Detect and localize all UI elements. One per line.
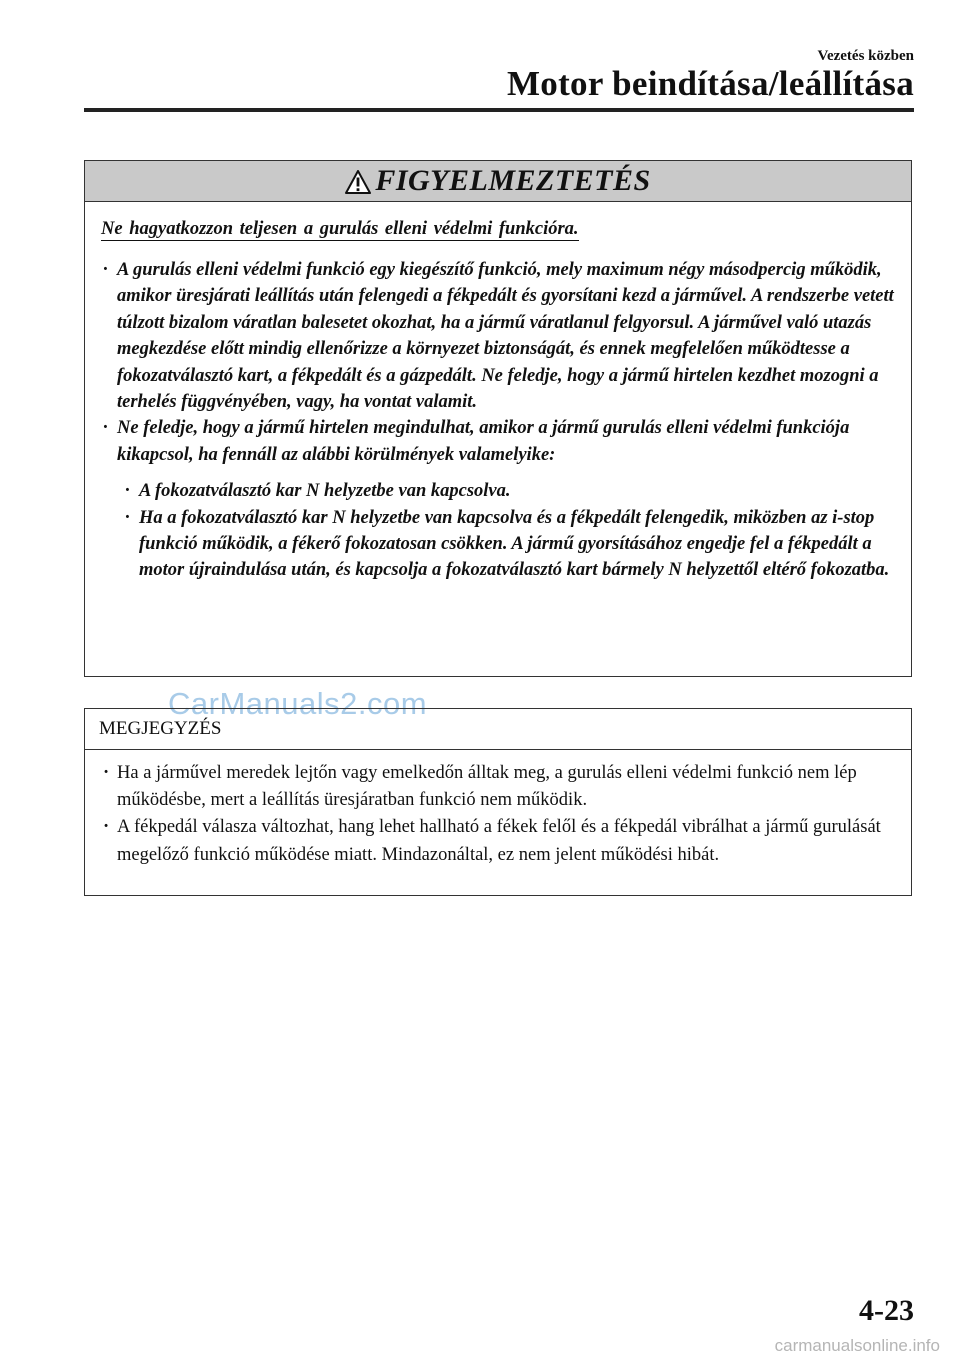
warning-bullet-1: · A gurulás elleni védelmi funkció egy kiegészítő funkció, mely maximum négy másodpercig működik, amikor üresjárati leállítás után felengedi a fékpedált és gyorsítani kezd a járművel. A rendszerbe vetett túlzott bizalom váratlan balesetet okozhat, ha a jármű váratlanul felgyorsul. A járművel való utazás megkezdése előtt mindig ellenőrizze a környezet biztonságát, és ennek megfelelően működtesse a fokozatválasztó kart, a fékpedált és a gázpedált. Ne feledje, hogy a jármű hirtelen kezdhet mozogni a terhelés függvényében, vagy, ha vontat valamit. xyxy=(101,257,897,415)
warning-body xyxy=(85,202,911,584)
note-bullet-2: · A fékpedál válasza változhat, hang lehet hallható a fékek felől és a fékpedál vibrálhat a jármű gurulását megelőző funkció működése miatt. Mindazonáltal, ez nem jelent működési hibát. xyxy=(101,814,897,868)
note-header xyxy=(85,709,911,750)
note-title: MEGJEGYZÉS xyxy=(99,718,222,739)
warning-header xyxy=(85,161,911,202)
warning-bullet-2: · Ne feledje, hogy a jármű hirtelen megindulhat, amikor a jármű gurulás elleni védelmi funkciója kikapcsol, ha fennáll az alábbi körülmények valamelyike: xyxy=(101,415,897,468)
warning-bullet-list xyxy=(101,257,897,468)
footer-url: carmanualsonline.info xyxy=(774,1336,940,1355)
page-title: Motor beindítása/leállítása xyxy=(506,64,914,103)
warning-sub-bullet-1: · A fokozatválasztó kar N helyzetbe van kapcsolva. xyxy=(123,478,897,504)
header-rule xyxy=(84,108,914,112)
warning-box xyxy=(84,160,912,677)
warning-lead: Ne hagyatkozzon teljesen a gurulás elleni védelmi funkcióra. xyxy=(101,219,579,239)
note-body xyxy=(85,750,911,869)
header-section-label: Vezetés közben xyxy=(817,48,914,64)
note-bullet-1: · Ha a járművel meredek lejtőn vagy emelkedőn álltak meg, a gurulás elleni védelmi funkció nem lép működésbe, mert a leállítás üresjáratban funkció nem működik. xyxy=(101,760,897,814)
note-bullet-list xyxy=(101,760,897,869)
warning-sub-bullet-2: · Ha a fokozatválasztó kar N helyzetbe van kapcsolva és a fékpedált felengedik, miközben az i-stop funkció működik, a fékerő fokozatosan csökken. A jármű gyorsításához engedje fel a fékpedált a motor újraindulása után, és kapcsolja a fokozatválasztó kart bármely N helyzettől eltérő fokozatba. xyxy=(123,505,897,584)
warning-triangle-icon xyxy=(345,170,371,194)
page-number: 4-23 xyxy=(859,1294,914,1327)
note-box xyxy=(84,708,912,896)
warning-title: FIGYELMEZTETÉS xyxy=(375,164,651,197)
warning-sub-bullet-list xyxy=(101,478,897,584)
watermark: CarManuals2.com xyxy=(168,686,428,721)
